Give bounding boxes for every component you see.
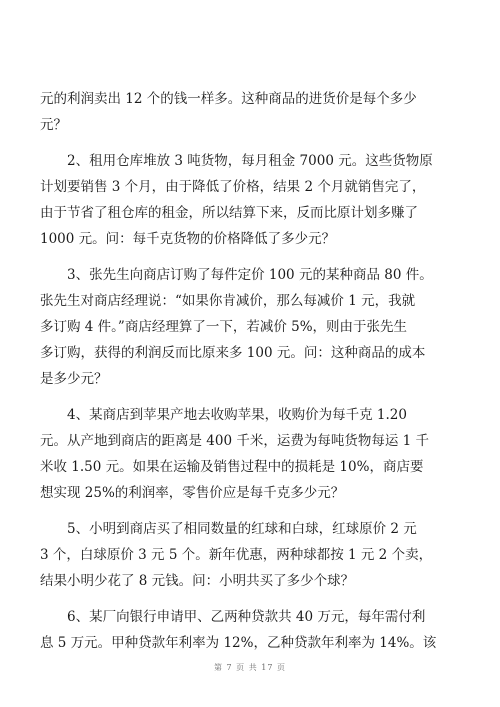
problem-2 xyxy=(40,148,462,252)
document-body xyxy=(40,86,462,656)
text-line: 元的利润卖出 12 个的钱一样多。这种商品的进货价是每个多少 xyxy=(40,91,417,107)
text-line: 由于节省了租仓库的租金，所以结算下来，反而比原计划多赚了 xyxy=(40,205,418,221)
problem-6 xyxy=(40,604,462,656)
text-line: 米收 1.50 元。如果在运输及销售过程中的损耗是 10%，商店要 xyxy=(40,459,424,475)
text-line: 元。从产地到商店的距离是 400 千米，运费为每吨货物每运 1 千 xyxy=(40,433,430,449)
text-line: 是多少元？ xyxy=(40,371,108,387)
text-line: 6、某厂向银行申请甲、乙两种贷款共 40 万元，每年需付利 xyxy=(40,609,426,625)
text-line: 息 5 万元。甲种贷款年利率为 12%，乙种贷款年利率为 14%。该 xyxy=(40,635,437,651)
text-line: 2、租用仓库堆放 3 吨货物，每月租金 7000 元。这些货物原 xyxy=(40,153,433,169)
text-line: 4、某商店到苹果产地去收购苹果，收购价为每千克 1.20 xyxy=(40,407,407,423)
text-line: 5、小明到商店买了相同数量的红球和白球，红球原价 2 元 xyxy=(40,521,417,537)
text-line: 张先生对商店经理说：“如果你肯减价，那么每减价 1 元，我就 xyxy=(40,293,416,309)
problem-5 xyxy=(40,516,462,594)
text-line: 多订购 4 件。”商店经理算了一下，若减价 5%，则由于张先生 xyxy=(40,319,408,335)
problem-3 xyxy=(40,262,462,392)
text-line: 3 个，白球原价 3 元 5 个。新年优惠，两种球都按 1 元 2 个卖， xyxy=(40,547,433,563)
text-line: 想实现 25%的利润率，零售价应是每千克多少元？ xyxy=(40,485,345,501)
text-line: 多订购，获得的利润反而比原来多 100 元。问：这种商品的成本 xyxy=(40,345,426,361)
page-number-footer: 第 7 页 共 17 页 xyxy=(214,663,286,672)
problem-4 xyxy=(40,402,462,506)
text-line: 3、张先生向商店订购了每件定价 100 元的某种商品 80 件。 xyxy=(40,267,433,283)
text-line: 结果小明少花了 8 元钱。问：小明共买了多少个球？ xyxy=(40,573,355,589)
paragraph-continuation xyxy=(40,86,462,138)
text-line: 元？ xyxy=(40,117,67,133)
text-line: 1000 元。问：每千克货物的价格降低了多少元？ xyxy=(40,231,336,247)
text-line: 计划要销售 3 个月，由于降低了价格，结果 2 个月就销售完了， xyxy=(40,179,426,195)
